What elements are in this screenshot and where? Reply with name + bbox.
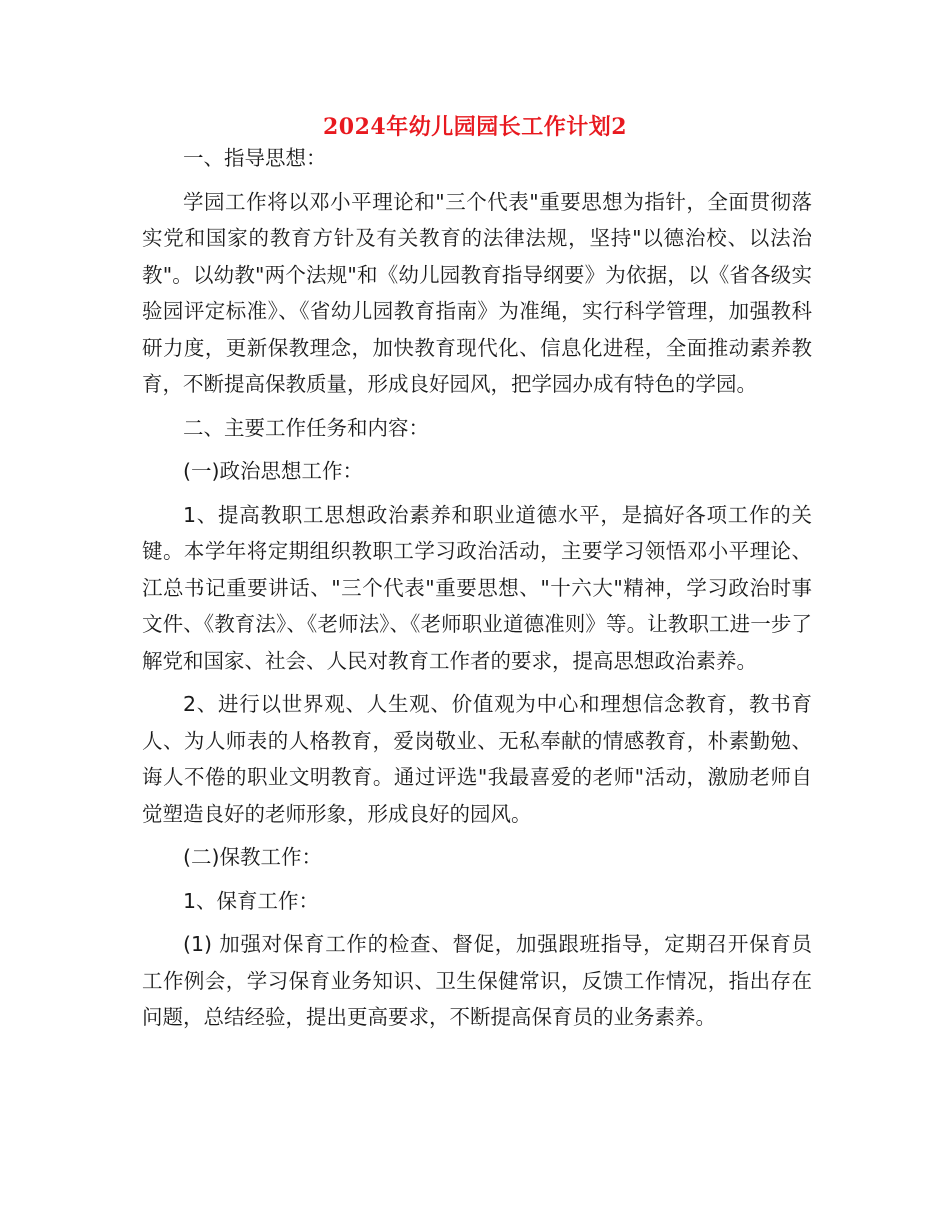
paragraph-political-item-1: 1、提高教职工思想政治素养和职业道德水平，是搞好各项工作的关键。本学年将定期组织教职工学习政治活动，主要学习领悟邓小平理论、江总书记重要讲话、"三个代表"重要思想、"十六大"精神，学习政治时事文件、《教育法》、《老师法》、《老师职业道德准则》等。让教职工进一步了解党和国家、社会、人民对教育工作者的要求，提高思想政治素养。 — [142, 502, 812, 673]
subheading-care-work: 1、保育工作： — [183, 888, 320, 913]
paragraph-care-item-1: (1) 加强对保育工作的检查、督促，加强跟班指导，定期召开保育员工作例会，学习保育业务知识、卫生保健常识，反馈工作情况，指出存在问题，总结经验，提出更高要求，不断提高保育员的业务素养。 — [142, 932, 812, 1029]
document-body — [142, 140, 812, 1043]
subheading-political-work: (一)政治思想工作： — [183, 459, 363, 483]
paragraph-guiding-ideology: 学园工作将以邓小平理论和"三个代表"重要思想为指针，全面贯彻落实党和国家的教育方针及有关教育的法律法规，坚持"以德治校、以法治教"。以幼教"两个法规"和《幼儿园教育指导纲要》为依据，以《省各级实验园评定标准》、《省幼儿园教育指南》为准绳，实行科学管理，加强教科研力度，更新保教理念，加快教育现代化、信息化进程，全面推动素养教育，不断提高保教质量，形成良好园风，把学园办成有特色的学园。 — [142, 189, 812, 396]
paragraph-political-item-2: 2、进行以世界观、人生观、价值观为中心和理想信念教育，教书育人、为人师表的人格教育，爱岗敬业、无私奉献的情感教育，朴素勤勉、诲人不倦的职业文明教育。通过评选"我最喜爱的老师"活动，激励老师自觉塑造良好的老师形象，形成良好的园风。 — [142, 692, 812, 826]
document-title: 2024年幼儿园园长工作计划2 — [322, 114, 628, 140]
heading-guiding-ideology: 一、指导思想： — [183, 146, 327, 170]
heading-main-tasks: 二、主要工作任务和内容： — [183, 415, 429, 440]
subheading-care-education: (二)保教工作： — [183, 845, 322, 869]
